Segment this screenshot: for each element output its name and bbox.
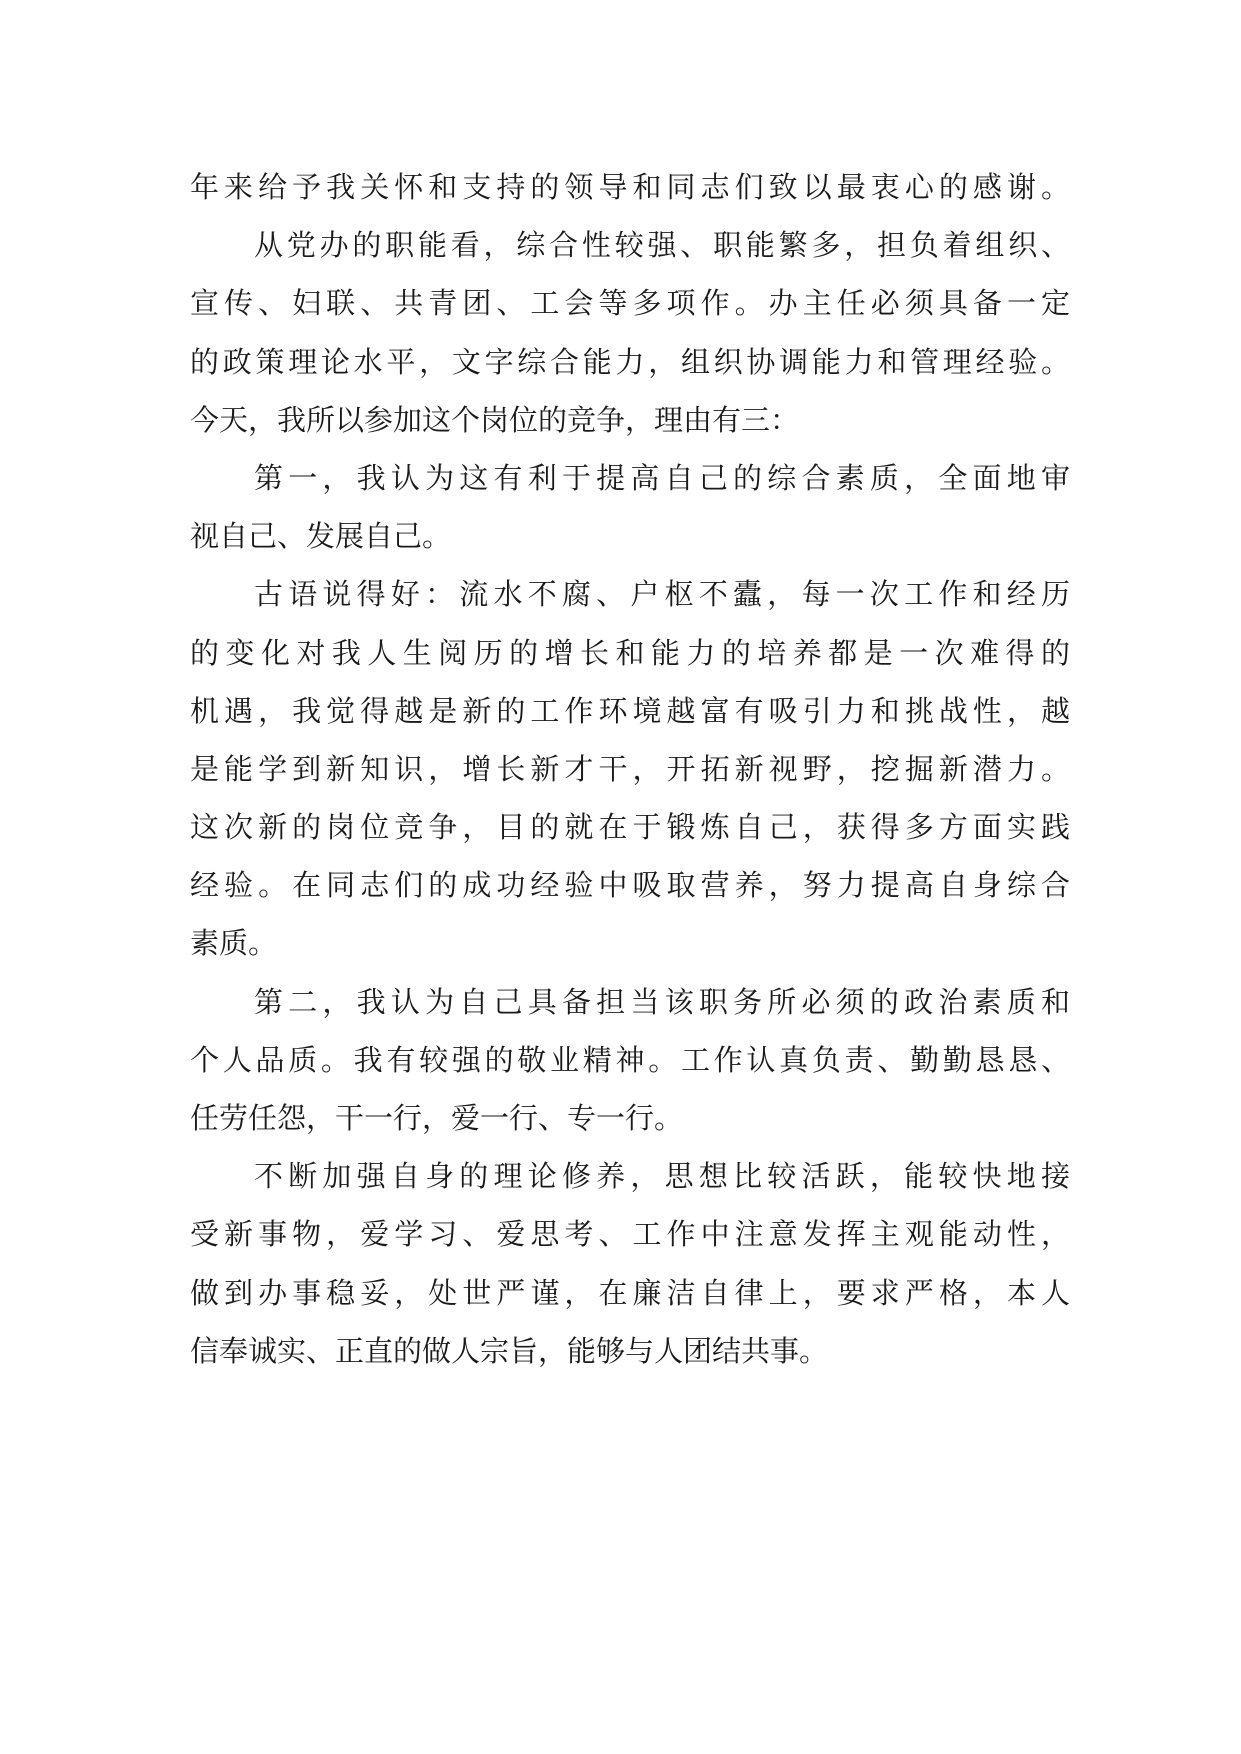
text-line: 信奉诚实、正直的做人宗旨，能够与人团结共事。 — [190, 1333, 829, 1368]
text-line: 宣传、妇联、共青团、工会等多项作。办主任必须具备一定 — [190, 286, 1070, 321]
text-line: 经验。在同志们的成功经验中吸取营养，努力提高自身综合 — [190, 868, 1070, 903]
text-line: 任劳任怨，干一行，爱一行、专一行。 — [190, 1101, 684, 1135]
text-line: 的政策理论水平，文字综合能力，组织协调能力和管理经验。 — [190, 344, 1070, 379]
text-line: 第一，我认为这有利于提高自己的综合素质，全面地审 — [254, 460, 1070, 495]
text-line: 的变化对我人生阅历的增长和能力的培养都是一次难得的 — [190, 635, 1070, 670]
text-line: 个人品质。我有较强的敬业精神。工作认真负责、勤勤恳恳、 — [190, 1042, 1070, 1077]
text-line: 做到办事稳妥，处世严谨，在廉洁自律上，要求严格，本人 — [190, 1275, 1070, 1310]
text-line: 这次新的岗位竞争，目的就在于锻炼自己，获得多方面实践 — [190, 810, 1070, 845]
text-line: 今天，我所以参加这个岗位的竞争，理由有三： — [190, 402, 800, 437]
text-line: 素质。 — [190, 926, 278, 961]
text-line: 年来给予我关怀和支持的领导和同志们致以最衷心的感谢。 — [190, 170, 1070, 204]
text-line: 是能学到新知识，增长新才干，开拓新视野，挖掘新潜力。 — [190, 751, 1070, 786]
text-line: 受新事物，爱学习、爱思考、工作中注意发挥主观能动性， — [190, 1217, 1070, 1252]
text-line: 不断加强自身的理论修养，思想比较活跃，能较快地接 — [254, 1159, 1070, 1194]
text-line: 视自己、发展自己。 — [190, 519, 452, 554]
body-text — [190, 158, 1070, 1380]
text-line: 第二，我认为自己具备担当该职务所必须的政治素质和 — [254, 984, 1070, 1019]
text-line: 古语说得好：流水不腐、户枢不蠹，每一次工作和经历 — [254, 577, 1070, 612]
text-line: 从党办的职能看，综合性较强、职能繁多，担负着组织、 — [254, 228, 1070, 263]
text-line: 机遇，我觉得越是新的工作环境越富有吸引力和挑战性，越 — [190, 693, 1070, 728]
